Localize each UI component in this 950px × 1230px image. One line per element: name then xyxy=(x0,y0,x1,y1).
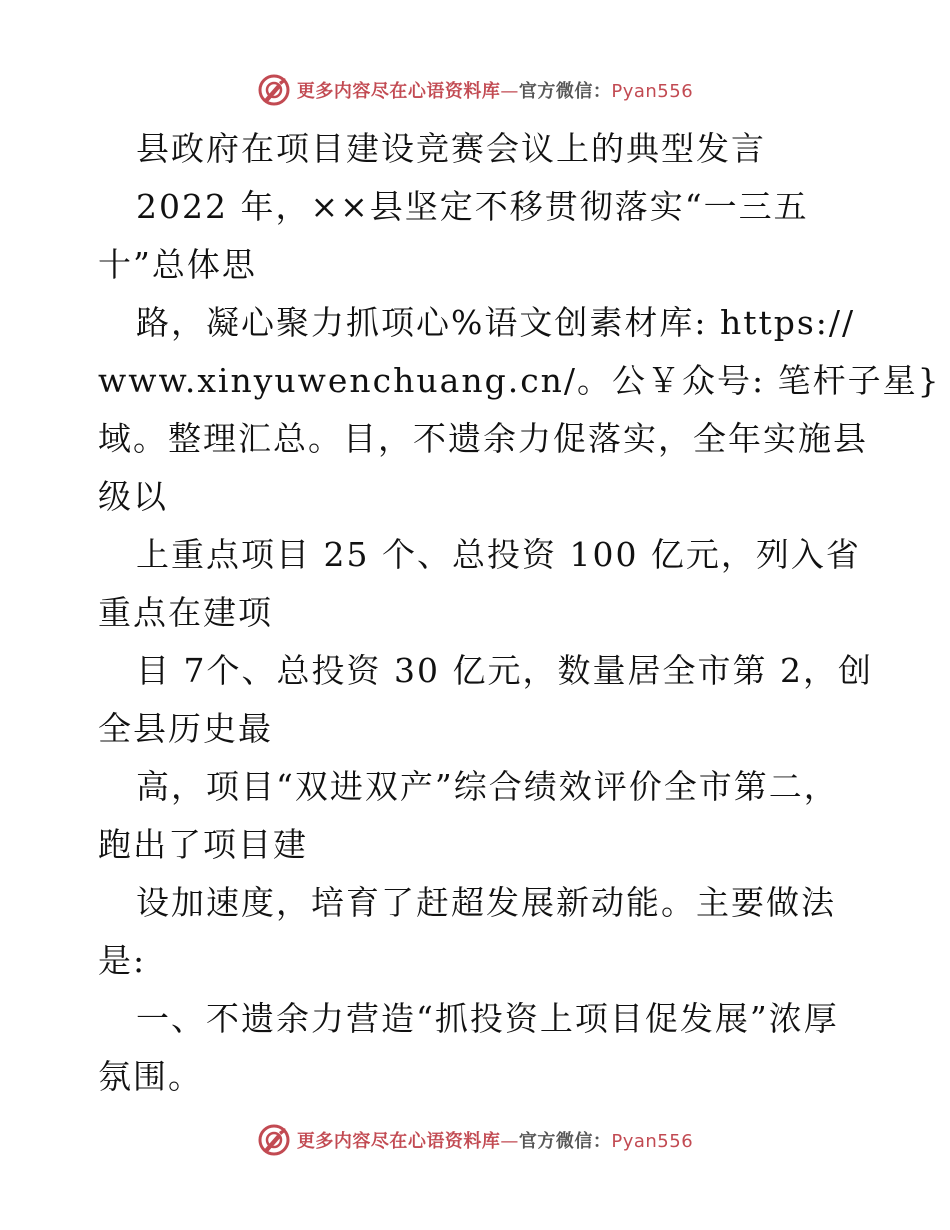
text-line: 是: xyxy=(98,941,147,980)
text-line: 全县历史最 xyxy=(98,709,273,748)
banner-main-text: 更多内容尽在心语资料库 xyxy=(296,81,501,102)
banner-text xyxy=(297,77,693,103)
text-line: 2022 年，××县坚定不移贯彻落实“一三五 xyxy=(136,187,809,226)
text-line: www.xinyuwenchuang.cn/。公￥众号: 笔杆子星} xyxy=(98,361,941,400)
footer-banner xyxy=(0,1120,950,1160)
text-line: 级以 xyxy=(98,477,168,516)
text-line: 一、不遗余力营造“抓投资上项目促发展”浓厚 xyxy=(136,999,839,1038)
text-line: 高，项目“双进双产”综合绩效评价全市第二， xyxy=(136,767,839,806)
text-line: 上重点项目 25 个、总投资 100 亿元，列入省 xyxy=(136,535,861,574)
logo-icon xyxy=(257,73,291,107)
text-line: 县政府在项目建设竞赛会议上的典型发言 xyxy=(136,129,766,168)
logo-icon xyxy=(257,1123,291,1157)
banner-sub-text: 官方微信： xyxy=(518,81,612,102)
text-line: 跑出了项目建 xyxy=(98,825,308,864)
text-line: 域。整理汇总。目，不遗余力促落实，全年实施县 xyxy=(98,419,868,458)
banner-main-text: 更多内容尽在心语资料库 xyxy=(296,1131,501,1152)
banner-dash: — xyxy=(500,1131,519,1152)
text-line: 氛围。 xyxy=(98,1057,203,1096)
text-line: 重点在建项 xyxy=(98,593,273,632)
header-banner xyxy=(0,70,950,110)
text-line: 路，凝心聚力抓项心%语文创素材库: https:// xyxy=(136,303,856,342)
banner-text xyxy=(297,1127,693,1153)
document-body xyxy=(98,120,941,1106)
text-line: 目 7个、总投资 30 亿元，数量居全市第 2，创 xyxy=(136,651,873,690)
banner-wechat-id: Pyan556 xyxy=(611,81,694,102)
text-line: 十”总体思 xyxy=(98,245,257,284)
banner-dash: — xyxy=(500,81,519,102)
banner-wechat-id: Pyan556 xyxy=(611,1131,694,1152)
banner-sub-text: 官方微信： xyxy=(518,1131,612,1152)
text-line: 设加速度，培育了赶超发展新动能。主要做法 xyxy=(136,883,836,922)
